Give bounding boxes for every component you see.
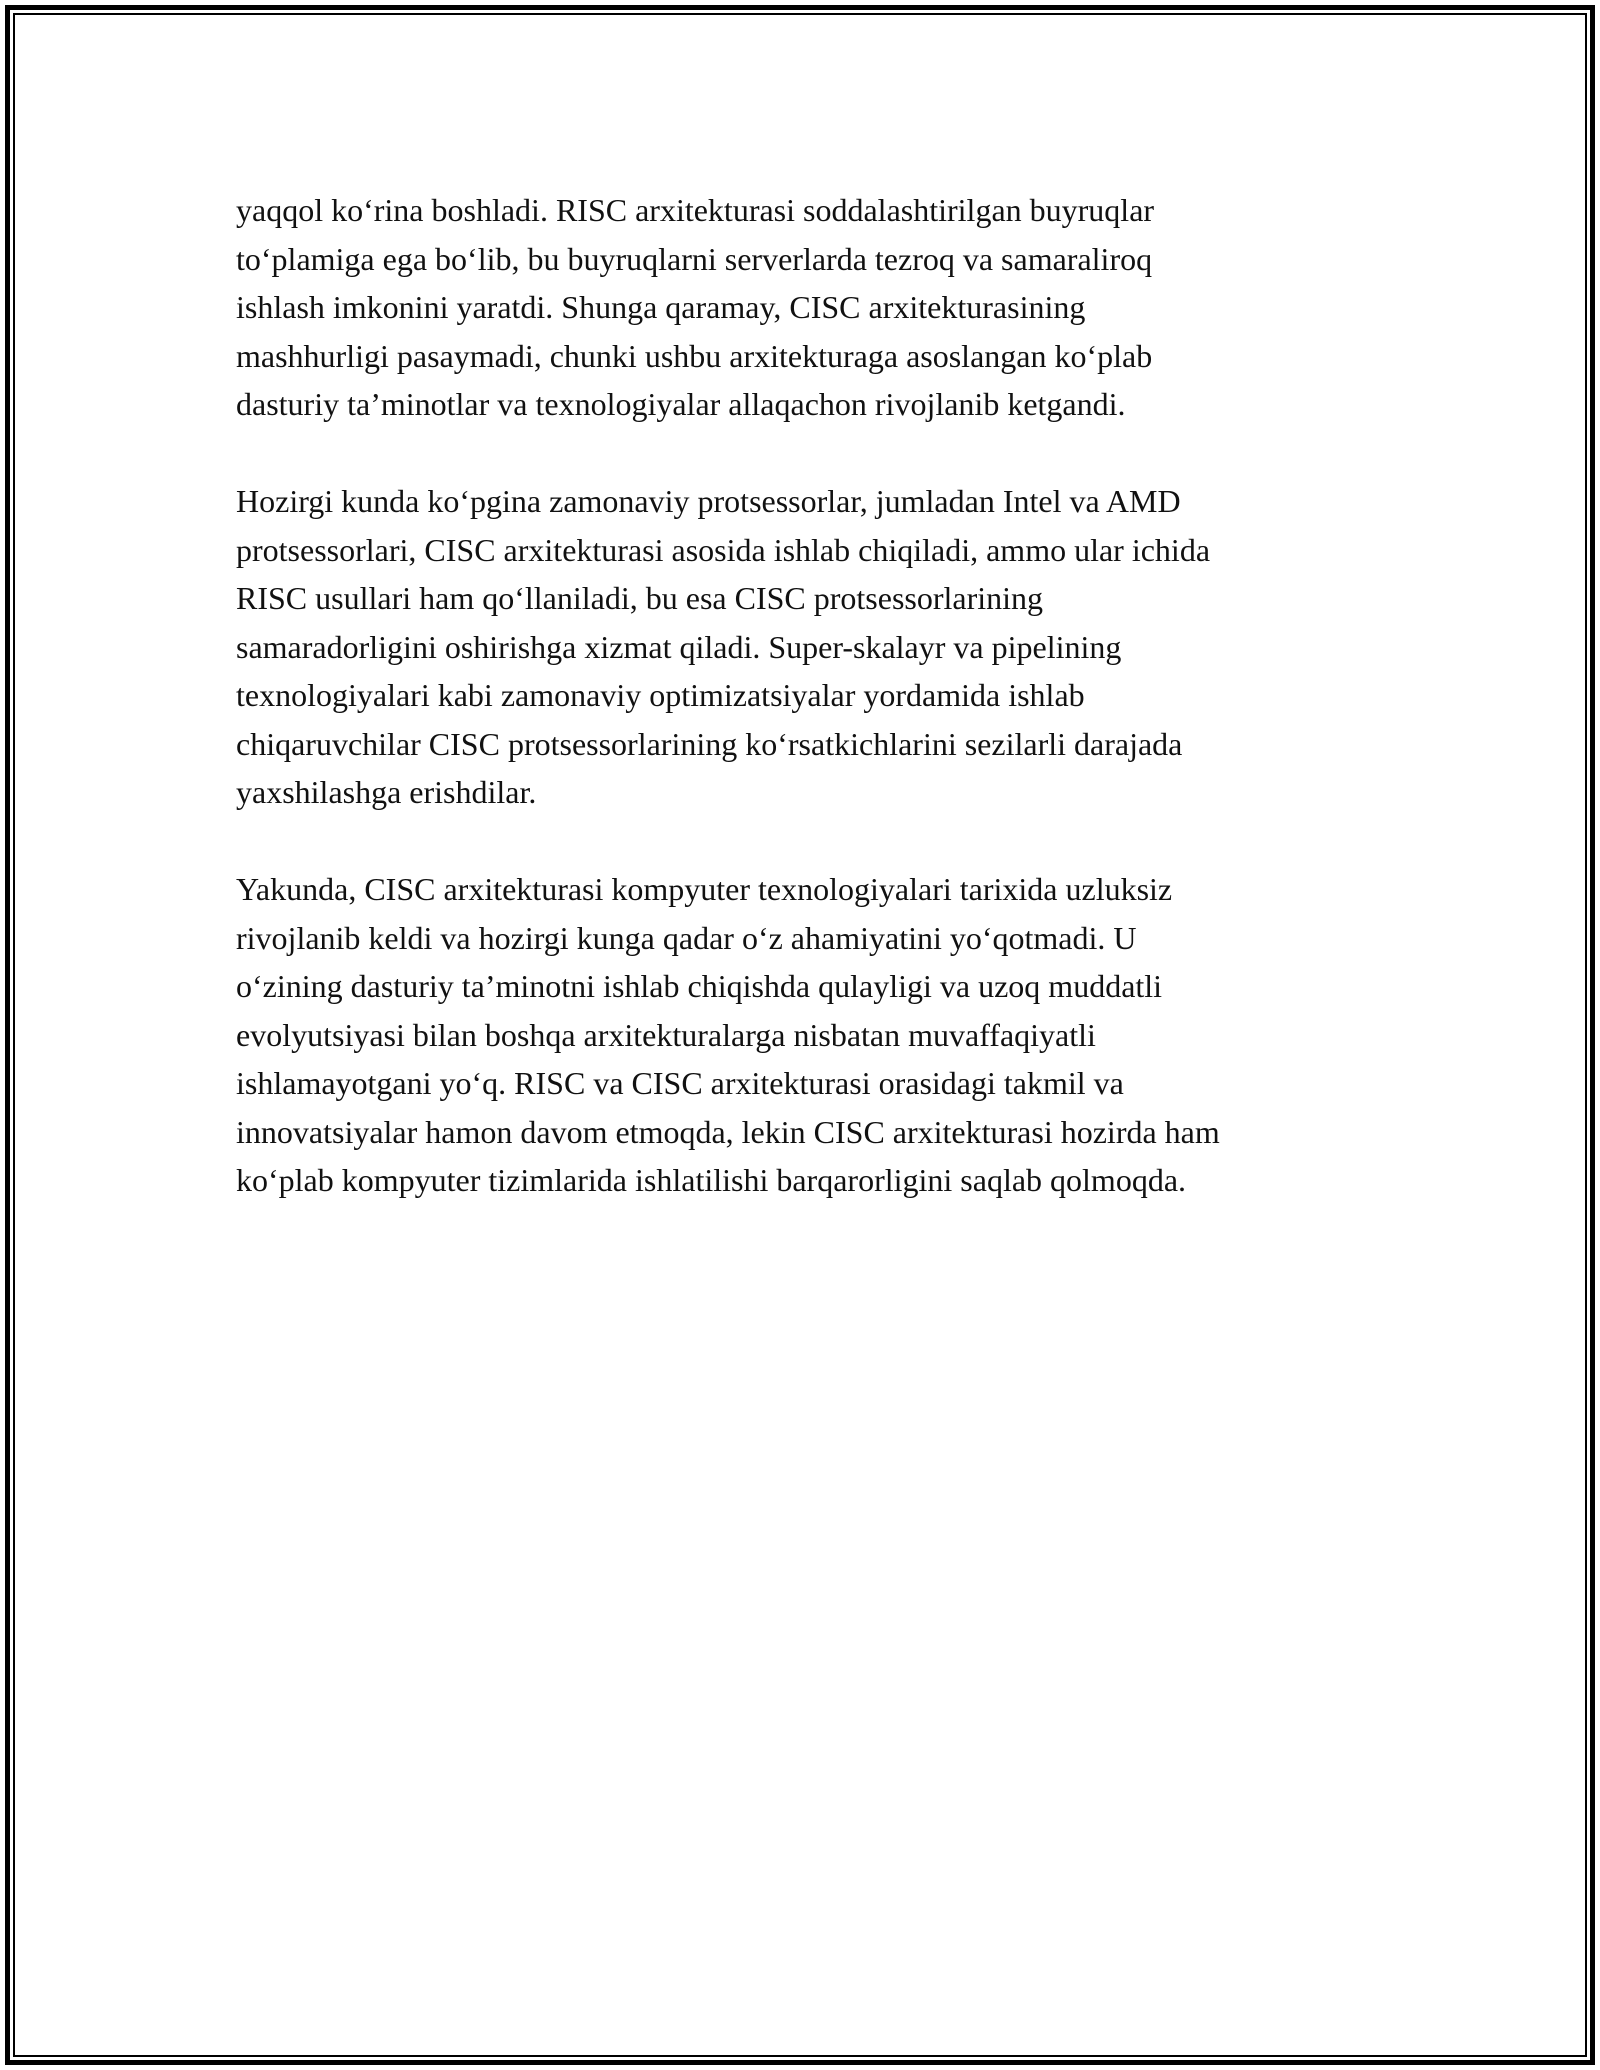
text-line: evolyutsiyasi bilan boshqa arxitekturalarga nisbatan muvaffaqiyatli <box>236 1016 1096 1053</box>
text-line: innovatsiyalar hamon davom etmoqda, lekin CISC arxitekturasi hozirda ham <box>236 1113 1220 1150</box>
text-line: ko‘plab kompyuter tizimlarida ishlatilishi barqarorligini saqlab qolmoqda. <box>236 1162 1187 1198</box>
text-line: yaqqol ko‘rina boshladi. RISC arxitekturasi soddalashtirilgan buyruqlar <box>236 192 1155 228</box>
text-line: to‘plamiga ega bo‘lib, bu buyruqlarni serverlarda tezroq va samaraliroq <box>236 240 1153 277</box>
text-line: o‘zining dasturiy ta’minotni ishlab chiqishda qulayligi va uzoq muddatli <box>236 968 1163 1004</box>
text-line: protsessorlari, CISC arxitekturasi asosida ishlab chiqiladi, ammo ular ichida <box>236 531 1211 568</box>
text-line: RISC usullari ham qo‘llaniladi, bu esa CISC protsessorlarining <box>236 580 1044 616</box>
text-line: ishlamayotgani yo‘q. RISC va CISC arxitekturasi orasidagi takmil va <box>236 1065 1124 1101</box>
text-line: samaradorligini oshirishga xizmat qiladi. Super-skalayr va pipelining <box>236 628 1122 665</box>
text-line: dasturiy ta’minotlar va texnologiyalar allaqachon rivojlanib ketgandi. <box>236 386 1126 422</box>
paragraph-2 <box>236 477 1366 817</box>
paragraph-3 <box>236 865 1366 1205</box>
text-line: mashhurligi pasaymadi, chunki ushbu arxitekturaga asoslangan ko‘plab <box>236 337 1153 374</box>
document-body <box>236 186 1366 1253</box>
paragraph-1 <box>236 186 1366 429</box>
text-line: Yakunda, CISC arxitekturasi kompyuter texnologiyalari tarixida uzluksiz <box>236 871 1173 907</box>
text-line: chiqaruvchilar CISC protsessorlarining ko‘rsatkichlarini sezilarli darajada <box>236 725 1183 762</box>
text-line: ishlash imkonini yaratdi. Shunga qaramay, CISC arxitekturasining <box>236 289 1086 325</box>
text-line: yaxshilashga erishdilar. <box>236 774 537 810</box>
text-line: texnologiyalari kabi zamonaviy optimizatsiyalar yordamida ishlab <box>236 677 1085 713</box>
text-line: Hozirgi kunda ko‘pgina zamonaviy protsessorlar, jumladan Intel va AMD <box>236 483 1181 519</box>
text-line: rivojlanib keldi va hozirgi kunga qadar o‘z ahamiyatini yo‘qotmadi. U <box>236 919 1137 956</box>
